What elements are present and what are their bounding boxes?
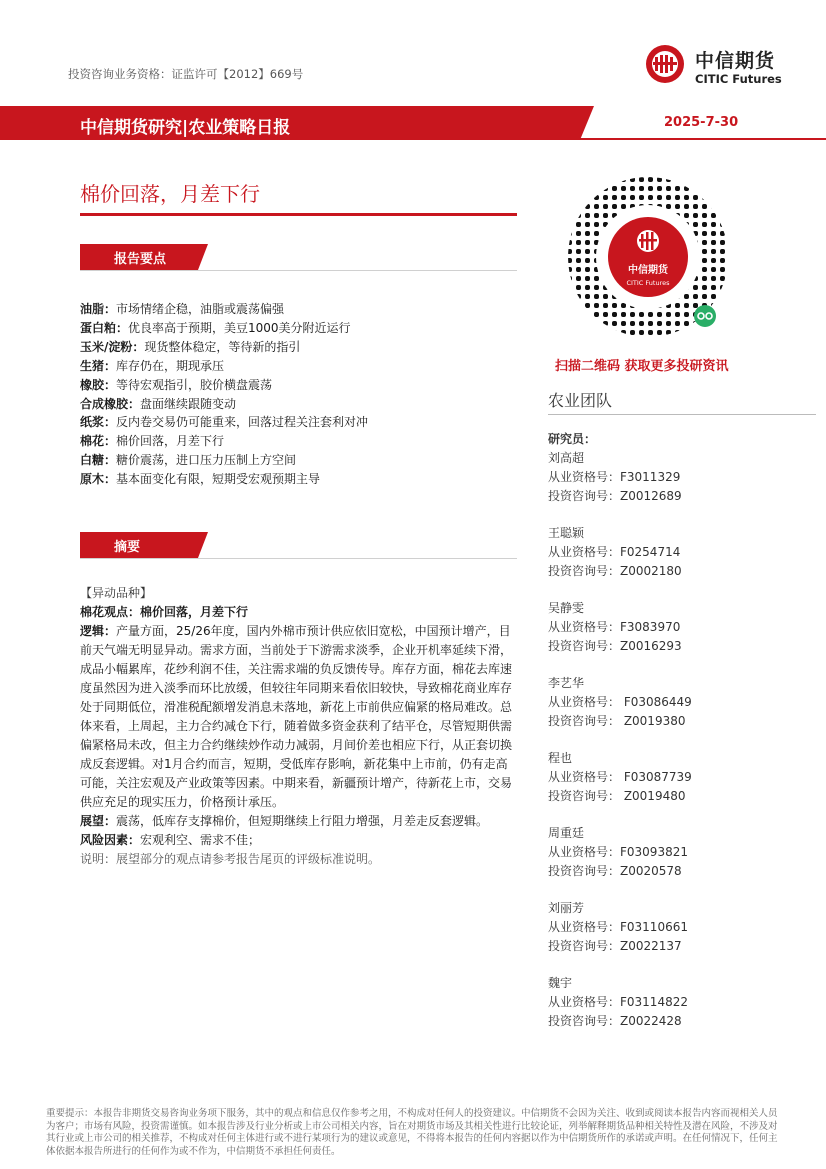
team-divider bbox=[548, 414, 816, 415]
report-date: 2025-7-30 bbox=[664, 115, 739, 130]
team-title: 农业团队 bbox=[548, 391, 613, 410]
summary-risk: 风险因素：宏观利空、需求不佳； bbox=[80, 833, 261, 847]
logo-text-cn: 中信期货 bbox=[695, 50, 776, 72]
list-item: 蛋白粕：优良率高于预期，美豆1000美分附近运行 bbox=[80, 320, 351, 335]
list-item: 刘丽芳 从业资格号：F03110661 投资咨询号：Z0022137 bbox=[548, 901, 688, 953]
list-item: 刘高超 从业资格号：F3011329 投资咨询号：Z0012689 bbox=[548, 451, 682, 503]
disclaimer: 重要提示：本报告非期货交易咨询业务项下服务，其中的观点和信息仅作参考之用，不构成对任何人的投资建议。中信期货不会因为关注、收到或阅读本报告内容而视相关人员为客户；市场有风险，投资需谨慎。如本报告涉及行业分析或上市公司相关内容，旨在对期货市场及其相关性进行比较论证，列举解释期货品种相关特性及潜在风险，不涉及对其行业或上市公司的相关推荐，不构成对任何主体进行或不进行某项行为的建议或意见，不得将本报告的任何内容据以作为中信期货所作的承诺或声明。在任何情况下，任何主体依据本报告所进行的任何作为或不作为，中信期货不承担任何责任。 bbox=[46, 1108, 778, 1157]
list-item: 橡胶：等待宏观指引，胶价横盘震荡 bbox=[80, 377, 273, 392]
list-item: 程也 从业资格号： F03087739 投资咨询号： Z0019480 bbox=[548, 751, 692, 803]
qr-center-en: CITIC Futures bbox=[626, 279, 670, 287]
report-title: 棉价回落，月差下行 bbox=[80, 182, 260, 206]
list-item: 吴静雯 从业资格号：F3083970 投资咨询号：Z0016293 bbox=[548, 601, 682, 653]
list-item: 油脂：市场情绪企稳，油脂或震荡偏强 bbox=[80, 302, 285, 316]
summary-note: 说明：展望部分的观点请参考报告尾页的评级标准说明。 bbox=[80, 852, 381, 866]
key-points-heading: 报告要点 bbox=[80, 244, 517, 270]
qr-code bbox=[567, 168, 729, 346]
qr-caption: 扫描二维码 获取更多投研资讯 bbox=[555, 359, 729, 374]
title-divider bbox=[80, 213, 517, 216]
list-item: 玉米/淀粉：现货整体稳定，等待新的指引 bbox=[80, 339, 301, 354]
logo-text-en: CITIC Futures bbox=[695, 72, 782, 86]
researchers-label: 研究员： bbox=[548, 432, 597, 446]
list-item: 王聪颖 从业资格号：F0254714 投资咨询号：Z0002180 bbox=[548, 526, 682, 578]
summary-outlook: 展望：震荡，低库存支撑棉价，但短期继续上行阻力增强，月差走反套逻辑。 bbox=[80, 814, 489, 828]
researcher-list bbox=[548, 430, 808, 1049]
citic-logo-icon bbox=[645, 44, 685, 84]
summary-view: 棉花观点：棉价回落，月差下行 bbox=[80, 605, 249, 619]
list-item: 白糖：糖价震荡，进口压力压制上方空间 bbox=[80, 453, 297, 468]
list-item: 魏宇 从业资格号：F03114822 投资咨询号：Z0022428 bbox=[548, 976, 688, 1028]
qr-center-cn: 中信期货 bbox=[628, 265, 668, 276]
list-item: 合成橡胶：盘面继续跟随变动 bbox=[80, 396, 237, 411]
summary-logic: 逻辑：产量方面，25/26年度，国内外棉市预计供应依旧宽松，中国预计增产，目前天气端无明显异动。需求方面，当前处于下游需求淡季，企业开机率延续下滑，成品小幅累库，花纱利润不佳，关注需求端的负反馈传导。库存方面，棉花去库速度虽然因为进入淡季而环比放缓，但较往年同期来看依旧较快，导致棉花商业库存处于同期低位，滑准税配额增发消息未落地，新花上市前供应偏紧的格局难改。总体来看，上周起，主力合约减仓下行，随着做多资金获利了结平仓，尽管短期供需偏紧格局未改，但主力合约继续炒作动力减弱，月间价差也相应下行，从正套切换成反套逻辑。对1月合约而言，短期，受低库存影响，新花集中上市前，仍有走高可能，关注宏观及产业政策等因素。中期来看，新疆预计增产，待新花上市，交易供应充足的现实压力，价格预计承压。 bbox=[80, 624, 513, 809]
list-item: 原木：基本面变化有限，短期受宏观预期主导 bbox=[80, 472, 321, 487]
summary-heading: 摘要 bbox=[80, 532, 517, 558]
summary-body bbox=[80, 584, 518, 869]
banner-title: 中信期货研究|农业策略日报 bbox=[80, 118, 291, 138]
list-item: 纸浆：反内卷交易仍可能重来，回落过程关注套利对冲 bbox=[80, 415, 369, 430]
list-item: 周重廷 从业资格号：F03093821 投资咨询号：Z0020578 bbox=[548, 826, 688, 878]
list-item: 李艺华 从业资格号： F03086449 投资咨询号： Z0019380 bbox=[548, 676, 692, 728]
summary-tag: 【异动品种】 bbox=[80, 586, 153, 600]
license-text: 投资咨询业务资格：证监许可【2012】669号 bbox=[68, 67, 304, 81]
list-item: 生猪：库存仍在，期现承压 bbox=[80, 358, 225, 373]
key-points-list bbox=[80, 300, 520, 489]
list-item: 棉花：棉价回落，月差下行 bbox=[80, 434, 225, 449]
report-banner bbox=[0, 106, 826, 140]
citic-futures-logo bbox=[645, 44, 805, 96]
